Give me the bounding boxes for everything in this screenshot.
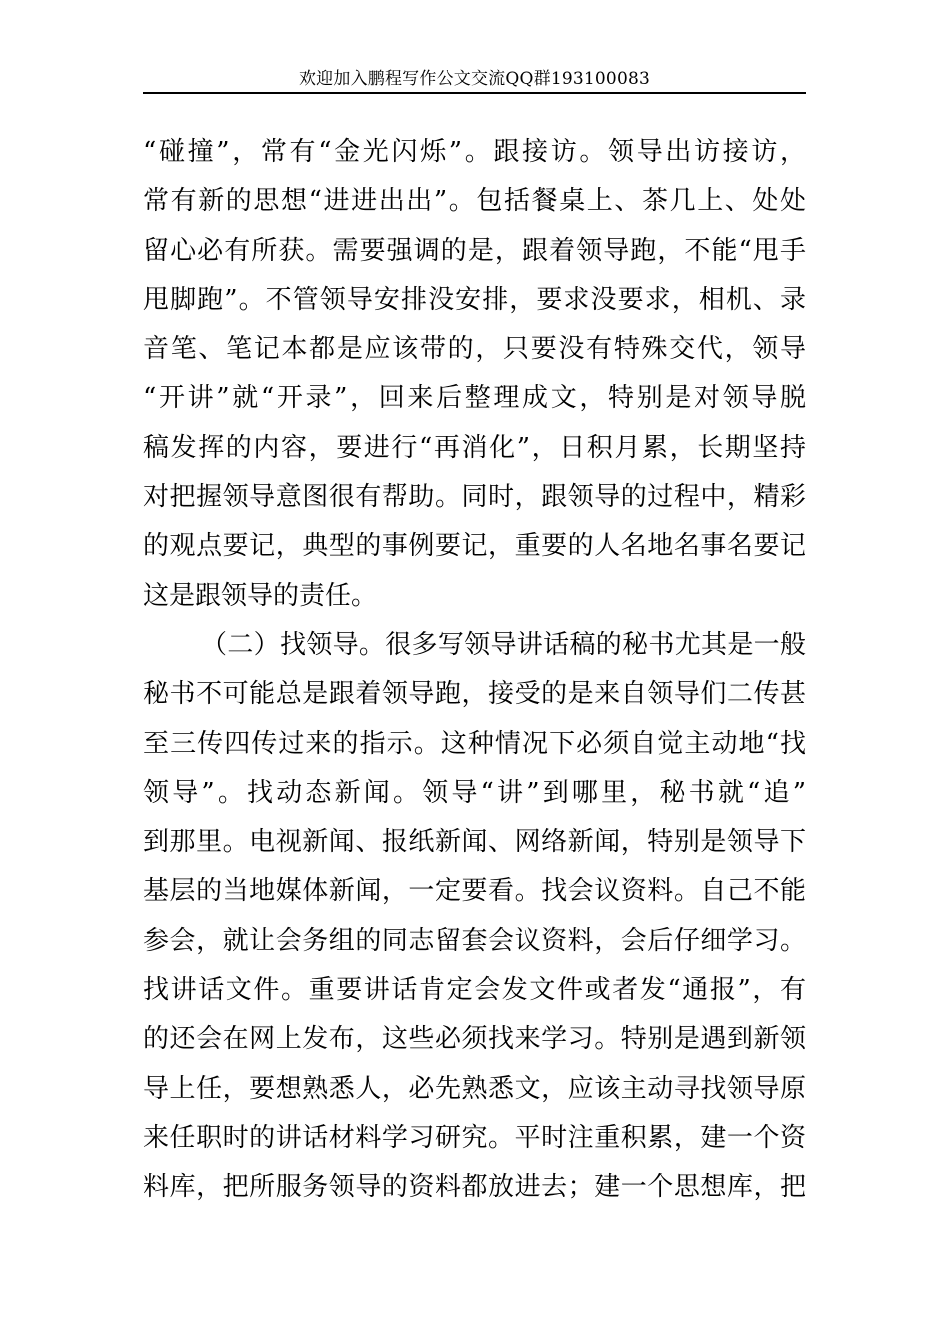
text-line: 稿发挥的内容，要进行“再消化”，日积月累，长期坚持 xyxy=(143,432,806,463)
paragraph xyxy=(143,128,806,621)
text-line: 找讲话文件。重要讲话肯定会发文件或者发“通报”，有 xyxy=(143,975,806,1006)
text-line: 常有新的思想“进进出出”。包括餐桌上、茶几上、处处 xyxy=(143,186,806,217)
text-line: “开讲”就“开录”，回来后整理成文，特别是对领导脱 xyxy=(143,383,806,414)
text-line: 音笔、笔记本都是应该带的，只要没有特殊交代，领导 xyxy=(143,334,806,365)
text-line: 甩脚跑”。不管领导安排没安排，要求没要求，相机、录 xyxy=(143,284,806,315)
text-line: 留心必有所获。需要强调的是，跟着领导跑，不能“甩手 xyxy=(143,235,806,266)
text-line: 领导”。找动态新闻。领导“讲”到哪里，秘书就“追” xyxy=(143,777,806,808)
text-line: 参会，就让会务组的同志留套会议资料，会后仔细学习。 xyxy=(143,925,806,956)
text-line: 对把握领导意图很有帮助。同时，跟领导的过程中，精彩 xyxy=(143,482,806,513)
header-rule xyxy=(143,92,806,94)
text-line: 至三传四传过来的指示。这种情况下必须自觉主动地“找 xyxy=(143,728,806,759)
body-text xyxy=(143,128,806,1213)
text-line: 基层的当地媒体新闻，一定要看。找会议资料。自己不能 xyxy=(143,876,806,907)
text-line: 料库，把所服务领导的资料都放进去；建一个思想库，把 xyxy=(143,1172,806,1203)
running-header: 欢迎加入鹏程写作公文交流QQ群193100083 xyxy=(298,69,651,89)
text-line: 秘书不可能总是跟着领导跑，接受的是来自领导们二传甚 xyxy=(143,679,806,710)
text-line: 的还会在网上发布，这些必须找来学习。特别是遇到新领 xyxy=(143,1024,806,1055)
paragraph xyxy=(143,621,806,1213)
text-line: 的观点要记，典型的事例要记，重要的人名地名事名要记 xyxy=(143,531,806,562)
text-line: 导上任，要想熟悉人，必先熟悉文，应该主动寻找领导原 xyxy=(143,1073,806,1104)
text-line: 这是跟领导的责任。 xyxy=(143,580,378,611)
text-line: “碰撞”，常有“金光闪烁”。跟接访。领导出访接访， xyxy=(143,137,806,167)
text-line: 来任职时的讲话材料学习研究。平时注重积累，建一个资 xyxy=(143,1122,806,1153)
text-line: （二）找领导。很多写领导讲话稿的秘书尤其是一般 xyxy=(201,629,806,660)
text-line: 到那里。电视新闻、报纸新闻、网络新闻，特别是领导下 xyxy=(143,827,806,858)
